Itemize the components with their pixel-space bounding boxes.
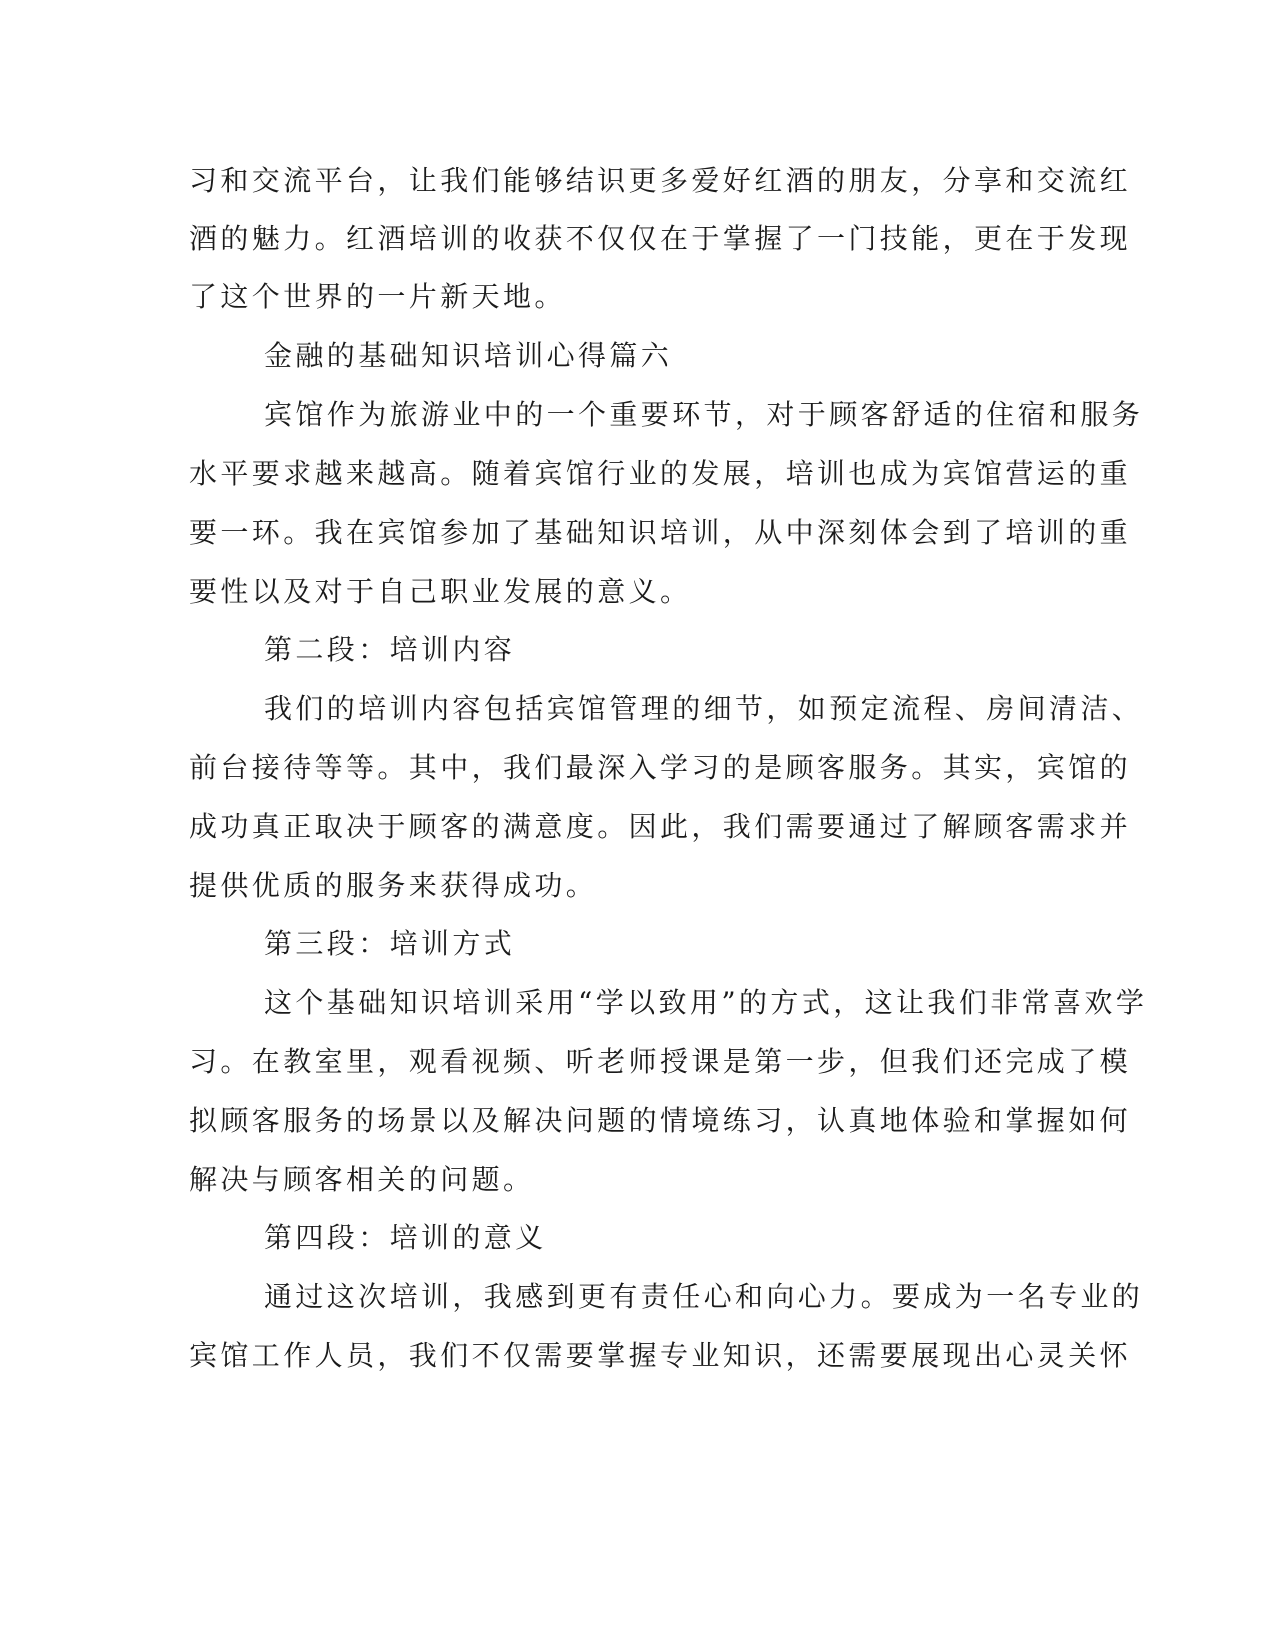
body-text-line: 要性以及对于自己职业发展的意义。 [189, 575, 692, 608]
body-text-line: 解决与顾客相关的问题。 [189, 1163, 535, 1196]
body-text-line: 成功真正取决于顾客的满意度。因此，我们需要通过了解顾客需求并 [189, 810, 1132, 843]
body-text-line: 前台接待等等。其中，我们最深入学习的是顾客服务。其实，宾馆的 [189, 751, 1132, 784]
body-text-line: 拟顾客服务的场景以及解决问题的情境练习，认真地体验和掌握如何 [189, 1104, 1132, 1137]
section-heading: 第三段：培训方式 [264, 927, 516, 960]
body-text-line: 宾馆作为旅游业中的一个重要环节，对于顾客舒适的住宿和服务 [264, 398, 1144, 431]
section-heading: 金融的基础知识培训心得篇六 [264, 339, 673, 372]
body-text-line: 水平要求越来越高。随着宾馆行业的发展，培训也成为宾馆营运的重 [189, 457, 1132, 490]
body-text-line: 要一环。我在宾馆参加了基础知识培训，从中深刻体会到了培训的重 [189, 516, 1132, 549]
body-text-line: 通过这次培训，我感到更有责任心和向心力。要成为一名专业的 [264, 1280, 1144, 1313]
section-heading: 第二段：培训内容 [264, 633, 516, 666]
body-text-line: 宾馆工作人员，我们不仅需要掌握专业知识，还需要展现出心灵关怀 [189, 1339, 1132, 1372]
body-text-line: 提供优质的服务来获得成功。 [189, 869, 598, 902]
body-text-line: 酒的魅力。红酒培训的收获不仅仅在于掌握了一门技能，更在于发现 [189, 222, 1132, 255]
body-text-line: 我们的培训内容包括宾馆管理的细节，如预定流程、房间清洁、 [264, 692, 1144, 725]
section-heading: 第四段：培训的意义 [264, 1221, 547, 1254]
body-text-line: 这个基础知识培训采用“学以致用”的方式，这让我们非常喜欢学 [264, 986, 1148, 1019]
body-text-line: 了这个世界的一片新天地。 [189, 280, 566, 313]
body-text-line: 习。在教室里，观看视频、听老师授课是第一步，但我们还完成了模 [189, 1045, 1132, 1078]
body-text-line: 习和交流平台，让我们能够结识更多爱好红酒的朋友，分享和交流红 [189, 164, 1132, 197]
